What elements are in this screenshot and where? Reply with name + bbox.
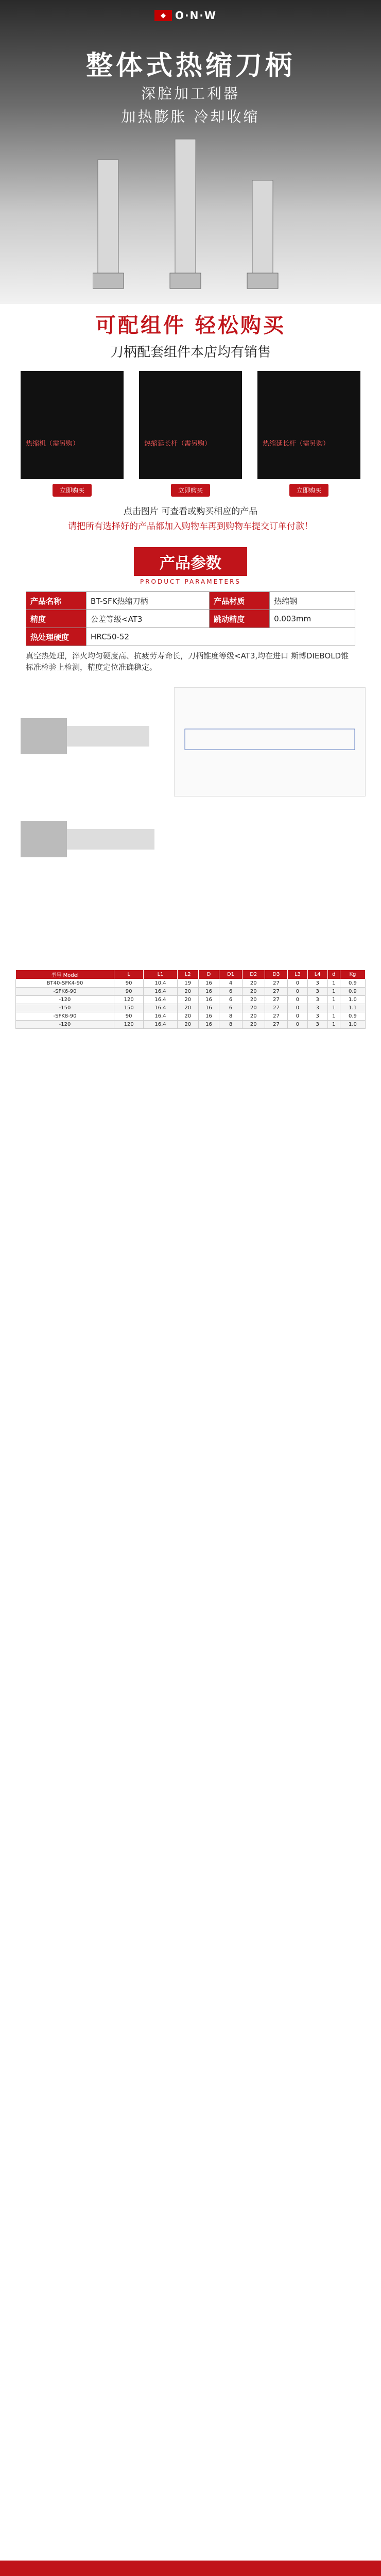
spec-cell: 0 — [288, 996, 308, 1004]
spec-cell: 90 — [114, 979, 144, 988]
spec-cell: 0 — [288, 1021, 308, 1029]
param-key: 产品名称 — [26, 592, 86, 610]
spec-cell: 1 — [327, 1004, 340, 1012]
spec-cell: 10.4 — [144, 979, 178, 988]
logo-mark: ◆ — [154, 10, 172, 21]
spec-cell: 16 — [198, 979, 219, 988]
hero-title: 整体式热缩刀柄 — [85, 50, 295, 81]
spec-cell: 120 — [114, 1021, 144, 1029]
spec-cell: 0 — [288, 1012, 308, 1021]
table-row — [16, 996, 366, 1004]
spec-cell: 3 — [307, 1021, 327, 1029]
spec-cell: -120 — [16, 996, 114, 1004]
param-value: 0.003mm — [270, 610, 355, 628]
param-value: 热缩钢 — [270, 592, 355, 610]
spec-cell: -SFK8-90 — [16, 1012, 114, 1021]
param-value: 公差等级<AT3 — [86, 610, 210, 628]
spec-cell: 150 — [114, 1004, 144, 1012]
spec-cell: 20 — [242, 1012, 265, 1021]
accessories-hint-2: 请把所有选择好的产品都加入购物车再到购物车提交订单付款！ — [68, 521, 313, 532]
accessories-hint: 点击图片 可查看或购买相应的产品 — [123, 506, 258, 517]
spec-header: d — [327, 970, 340, 979]
brand-logo — [154, 9, 217, 22]
table-row — [16, 988, 366, 996]
params-note: 真空热处理，淬火均匀硬度高、抗疲劳寿命长，刀柄锥度等级<AT3,均在进口 斯博DIEBOLD锥标准检验上检测，精度定位准确稳定。 — [26, 651, 349, 672]
accessory-label: 热缩延长杆（需另购） — [263, 440, 330, 448]
spec-cell: 20 — [177, 996, 198, 1004]
spec-cell: 0 — [288, 1004, 308, 1012]
spec-cell: 20 — [177, 1012, 198, 1021]
spec-cell: 20 — [242, 996, 265, 1004]
spec-cell: 6 — [219, 1004, 242, 1012]
spec-header: 型号 Model — [16, 970, 114, 979]
spec-cell: 27 — [265, 1012, 287, 1021]
param-value: HRC50-52 — [86, 628, 355, 646]
spec-header: D — [198, 970, 219, 979]
spec-cell: 1 — [327, 1012, 340, 1021]
spec-header: L2 — [177, 970, 198, 979]
spec-header: D1 — [219, 970, 242, 979]
accessory-card-1[interactable] — [21, 371, 124, 494]
spec-header: L1 — [144, 970, 178, 979]
spec-cell: 16 — [198, 1021, 219, 1029]
buy-button[interactable]: 立即购买 — [53, 484, 92, 497]
accessory-card-2[interactable] — [139, 371, 242, 494]
spec-cell: 16.4 — [144, 1012, 178, 1021]
spec-cell: 27 — [265, 996, 287, 1004]
spec-cell: 1 — [327, 979, 340, 988]
spec-cell: -SFK6-90 — [16, 988, 114, 996]
spec-cell: 0.9 — [340, 1012, 365, 1021]
spec-header: D2 — [242, 970, 265, 979]
param-value: BT-SFK热缩刀柄 — [86, 592, 210, 610]
spec-cell: 20 — [177, 988, 198, 996]
accessories-subline: 刀柄配套组件本店均有销售 — [110, 345, 271, 360]
holder-photo — [10, 698, 165, 924]
spec-cell: 90 — [114, 1012, 144, 1021]
spec-cell: 0.9 — [340, 988, 365, 996]
logo-text: O·N·W — [175, 9, 217, 22]
spec-header: Kg — [340, 970, 365, 979]
hero-banner — [0, 0, 381, 304]
spec-cell: 1.1 — [340, 1004, 365, 1012]
spec-header: D3 — [265, 970, 287, 979]
accessory-label: 热缩延长杆（需另购） — [144, 440, 212, 448]
spec-header: L4 — [307, 970, 327, 979]
spec-cell: 20 — [242, 979, 265, 988]
spec-cell: 16 — [198, 996, 219, 1004]
spec-cell: -150 — [16, 1004, 114, 1012]
hero-line-1: 深腔加工利器 — [141, 85, 240, 102]
params-table — [26, 591, 355, 646]
spec-cell: 27 — [265, 1021, 287, 1029]
spec-cell: 6 — [219, 988, 242, 996]
table-row — [16, 1012, 366, 1021]
params-subtitle: PRODUCT PARAMETERS — [140, 578, 241, 585]
spec-cell: 0 — [288, 988, 308, 996]
spec-cell: 1 — [327, 996, 340, 1004]
spec-cell: 1 — [327, 988, 340, 996]
param-key: 跳动精度 — [210, 610, 270, 628]
spec-cell: 1 — [327, 1021, 340, 1029]
spec-table-1 — [15, 970, 366, 1029]
spec-header: L — [114, 970, 144, 979]
spec-cell: 16 — [198, 1004, 219, 1012]
spec-cell: 8 — [219, 1021, 242, 1029]
spec-cell: 3 — [307, 1012, 327, 1021]
spec-cell: -120 — [16, 1021, 114, 1029]
spec-cell: 20 — [242, 1021, 265, 1029]
params-title: 产品参数 — [134, 547, 247, 576]
spec-cell: 1.0 — [340, 1021, 365, 1029]
dimension-diagram — [174, 687, 366, 796]
accessories-headline: 可配组件 轻松购买 — [95, 314, 286, 337]
spec-cell: 16.4 — [144, 996, 178, 1004]
accessory-label: 热缩机（需另购） — [26, 440, 80, 448]
hero-line-2: 加热膨胀 冷却收缩 — [121, 108, 260, 125]
table-row — [16, 1021, 366, 1029]
buy-button[interactable]: 立即购买 — [289, 484, 328, 497]
spec-cell: 16.4 — [144, 1004, 178, 1012]
spec-cell: 6 — [219, 996, 242, 1004]
product-figure-1 — [0, 677, 381, 965]
accessories-section — [0, 304, 381, 537]
param-key: 热处理硬度 — [26, 628, 86, 646]
accessory-card-3[interactable] — [257, 371, 360, 494]
spec-cell: 16 — [198, 1012, 219, 1021]
spec-cell: 0 — [288, 979, 308, 988]
spec-cell: 27 — [265, 979, 287, 988]
spec-cell: 27 — [265, 988, 287, 996]
spec-cell: 19 — [177, 979, 198, 988]
spec-cell: 4 — [219, 979, 242, 988]
spec-cell: 16 — [198, 988, 219, 996]
tool-holder-illustration — [93, 129, 288, 299]
spec-cell: 90 — [114, 988, 144, 996]
table-row — [16, 1004, 366, 1012]
spec-header: L3 — [288, 970, 308, 979]
spec-cell: 3 — [307, 979, 327, 988]
spec-cell: 20 — [177, 1004, 198, 1012]
spec-cell: 16.4 — [144, 988, 178, 996]
spec-cell: 0.9 — [340, 979, 365, 988]
spec-cell: 3 — [307, 996, 327, 1004]
param-key: 精度 — [26, 610, 86, 628]
params-section — [0, 547, 381, 673]
spec-cell: 27 — [265, 1004, 287, 1012]
spec-cell: 3 — [307, 988, 327, 996]
spec-cell: 3 — [307, 1004, 327, 1012]
param-key: 产品材质 — [210, 592, 270, 610]
page-footer — [0, 2561, 381, 2576]
table-row — [16, 979, 366, 988]
spec-cell: 1.0 — [340, 996, 365, 1004]
spec-cell: 8 — [219, 1012, 242, 1021]
spec-cell: 20 — [242, 988, 265, 996]
spec-cell: BT40-SFK4-90 — [16, 979, 114, 988]
spec-cell: 120 — [114, 996, 144, 1004]
spec-cell: 16.4 — [144, 1021, 178, 1029]
buy-button[interactable]: 立即购买 — [171, 484, 210, 497]
spec-cell: 20 — [242, 1004, 265, 1012]
spec-cell: 20 — [177, 1021, 198, 1029]
